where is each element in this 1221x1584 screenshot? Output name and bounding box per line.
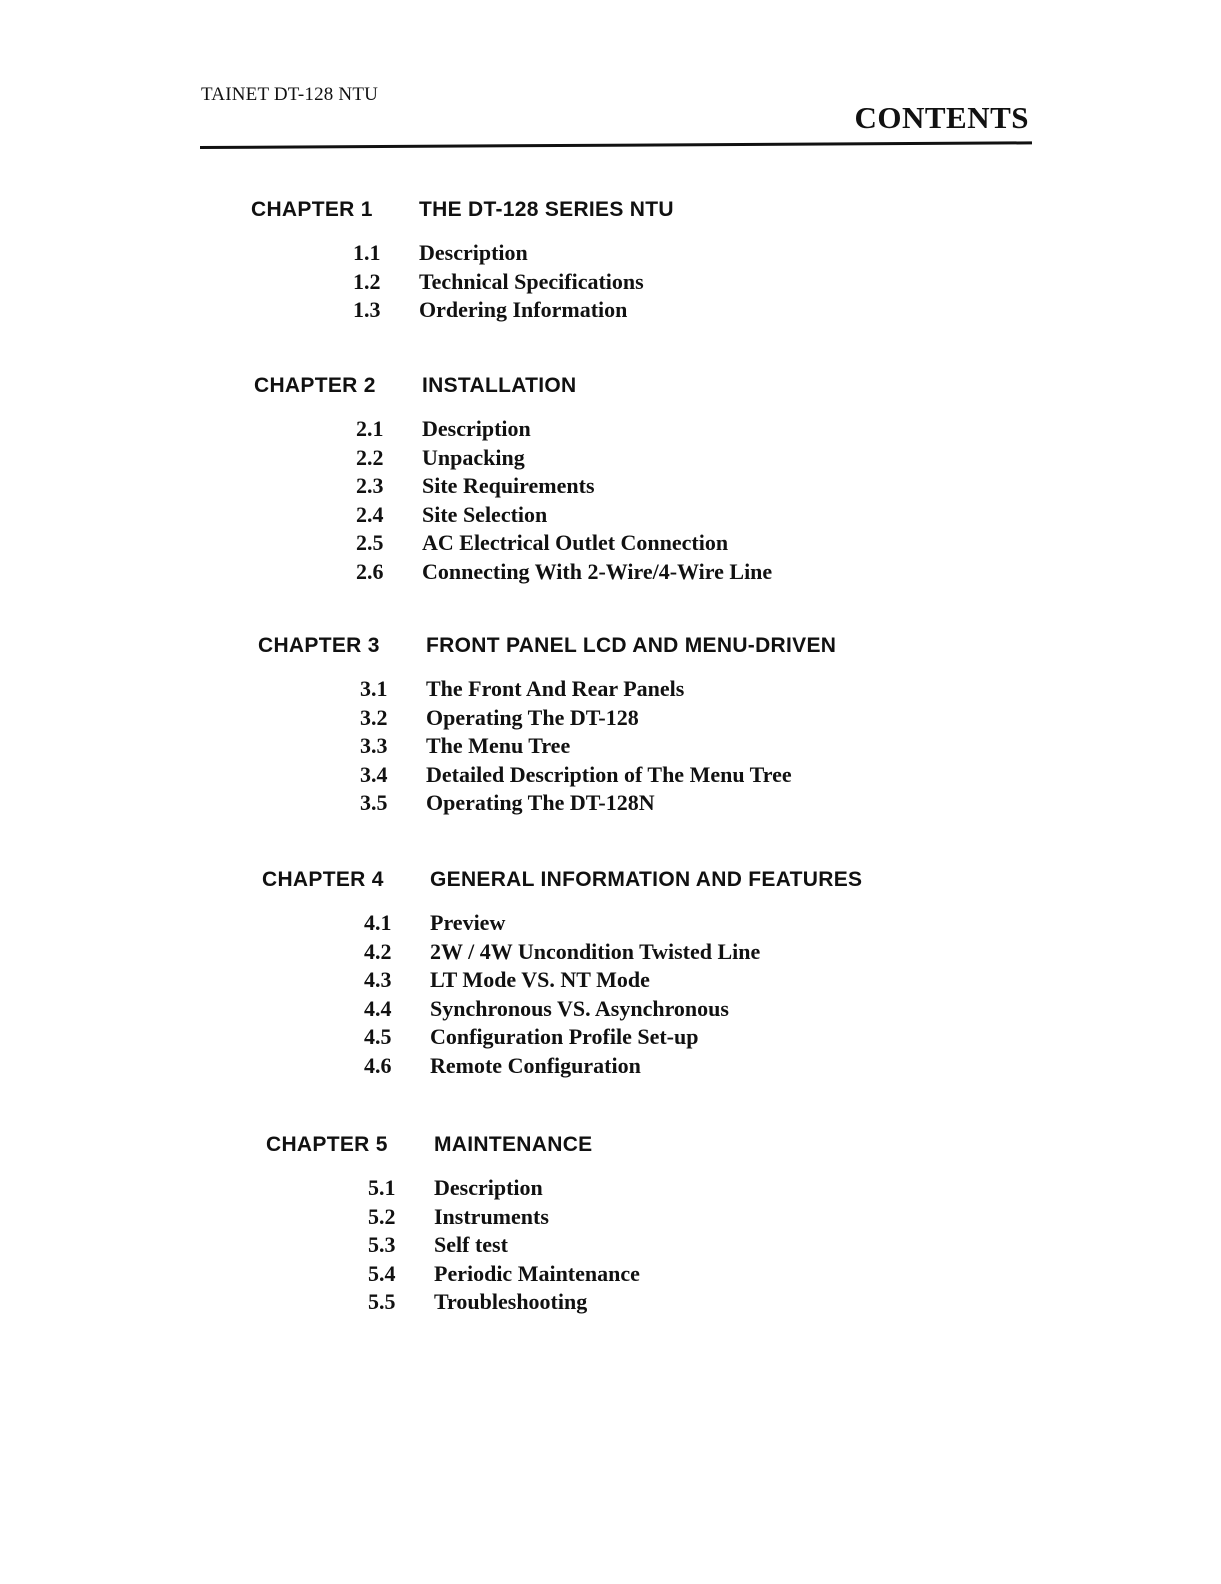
toc-entry[interactable]: [262, 939, 1022, 968]
section-number: 5.4: [368, 1260, 396, 1286]
chapter-5: [266, 1133, 1026, 1318]
section-list: [251, 240, 1011, 326]
toc-entry[interactable]: [266, 1261, 1026, 1290]
section-title: Connecting With 2-Wire/4-Wire Line: [422, 558, 773, 584]
chapter-title: MAINTENANCE: [434, 1133, 593, 1156]
chapter-label: CHAPTER 5: [266, 1133, 388, 1156]
section-title: 2W / 4W Uncondition Twisted Line: [430, 938, 761, 964]
section-number: 5.5: [368, 1289, 396, 1314]
page-title: CONTENTS: [854, 100, 1029, 135]
section-number: 1.1: [353, 240, 381, 265]
toc-entry[interactable]: [254, 445, 1014, 474]
section-number: 2.3: [356, 473, 384, 498]
section-title: Operating The DT-128N: [426, 790, 655, 815]
toc-entry[interactable]: [251, 240, 1011, 269]
chapter-3: [258, 634, 1018, 819]
toc-entry[interactable]: [262, 1024, 1022, 1053]
chapter-heading[interactable]: [266, 1133, 1026, 1163]
chapter-heading[interactable]: [262, 868, 1022, 898]
section-number: 2.4: [356, 501, 384, 527]
section-title: Technical Specifications: [419, 268, 644, 294]
section-title: Site Requirements: [422, 473, 595, 498]
section-number: 3.2: [360, 704, 388, 730]
toc-entry[interactable]: [258, 705, 1018, 734]
toc-entry[interactable]: [254, 530, 1014, 559]
section-number: 4.5: [364, 1024, 392, 1049]
section-title: Ordering Information: [419, 297, 628, 322]
section-number: 2.1: [356, 416, 384, 441]
chapter-1: [251, 198, 1011, 326]
section-title: Periodic Maintenance: [434, 1260, 640, 1286]
section-title: LT Mode VS. NT Mode: [430, 967, 650, 992]
toc-entry[interactable]: [254, 473, 1014, 502]
section-list: [254, 416, 1014, 587]
section-number: 3.1: [360, 676, 388, 701]
toc-entry[interactable]: [258, 733, 1018, 762]
chapter-title: THE DT-128 SERIES NTU: [419, 198, 674, 221]
toc-entry[interactable]: [266, 1175, 1026, 1204]
document-title: TAINET DT-128 NTU: [201, 84, 379, 105]
section-number: 4.3: [364, 967, 392, 992]
section-number: 2.6: [356, 558, 384, 584]
section-number: 1.2: [353, 268, 381, 294]
section-title: Detailed Description of The Menu Tree: [426, 761, 792, 787]
chapter-heading[interactable]: [258, 634, 1018, 664]
section-title: Instruments: [434, 1203, 549, 1229]
toc-entry[interactable]: [266, 1289, 1026, 1318]
section-title: Preview: [430, 910, 506, 935]
toc-entry[interactable]: [254, 559, 1014, 588]
section-number: 4.1: [364, 910, 392, 935]
chapter-title: INSTALLATION: [422, 374, 577, 397]
toc-entry[interactable]: [262, 910, 1022, 939]
chapter-heading[interactable]: [251, 198, 1011, 228]
section-number: 1.3: [353, 297, 381, 322]
toc-entry[interactable]: [254, 502, 1014, 531]
toc-entry[interactable]: [262, 967, 1022, 996]
section-title: Operating The DT-128: [426, 704, 639, 730]
toc-entry[interactable]: [254, 416, 1014, 445]
section-number: 4.4: [364, 995, 392, 1021]
section-number: 2.2: [356, 444, 384, 470]
chapter-label: CHAPTER 3: [258, 634, 380, 657]
section-title: Description: [434, 1175, 543, 1200]
section-number: 5.1: [368, 1175, 396, 1200]
toc-entry[interactable]: [258, 762, 1018, 791]
section-number: 3.3: [360, 733, 388, 758]
toc-entry[interactable]: [266, 1232, 1026, 1261]
section-number: 5.2: [368, 1203, 396, 1229]
section-title: Remote Configuration: [430, 1052, 641, 1078]
section-title: The Menu Tree: [426, 733, 571, 758]
toc-entry[interactable]: [258, 790, 1018, 819]
chapter-4: [262, 868, 1022, 1081]
section-title: Self test: [434, 1232, 508, 1257]
section-list: [262, 910, 1022, 1081]
toc-entry[interactable]: [258, 676, 1018, 705]
section-number: 2.5: [356, 530, 384, 555]
section-list: [258, 676, 1018, 819]
chapter-heading[interactable]: [254, 374, 1014, 404]
section-title: Unpacking: [422, 444, 525, 470]
section-number: 5.3: [368, 1232, 396, 1257]
toc-entry[interactable]: [266, 1204, 1026, 1233]
chapter-title: GENERAL INFORMATION AND FEATURES: [430, 868, 863, 891]
chapter-label: CHAPTER 4: [262, 868, 384, 891]
chapter-2: [254, 374, 1014, 587]
toc-entry[interactable]: [262, 996, 1022, 1025]
section-title: Troubleshooting: [434, 1289, 588, 1314]
section-number: 3.4: [360, 761, 388, 787]
toc-entry[interactable]: [251, 269, 1011, 298]
section-title: AC Electrical Outlet Connection: [422, 530, 729, 555]
chapter-label: CHAPTER 1: [251, 198, 373, 221]
section-title: Description: [422, 416, 531, 441]
section-list: [266, 1175, 1026, 1318]
section-number: 4.6: [364, 1052, 392, 1078]
toc-entry[interactable]: [262, 1053, 1022, 1082]
section-title: Description: [419, 240, 528, 265]
chapter-label: CHAPTER 2: [254, 374, 376, 397]
section-number: 4.2: [364, 938, 392, 964]
section-title: Synchronous VS. Asynchronous: [430, 995, 729, 1021]
section-number: 3.5: [360, 790, 388, 815]
section-title: Configuration Profile Set-up: [430, 1024, 699, 1049]
chapter-title: FRONT PANEL LCD AND MENU-DRIVEN: [426, 634, 837, 657]
header-divider: [200, 141, 1032, 149]
section-title: The Front And Rear Panels: [426, 676, 685, 701]
section-title: Site Selection: [422, 501, 548, 527]
toc-entry[interactable]: [251, 297, 1011, 326]
